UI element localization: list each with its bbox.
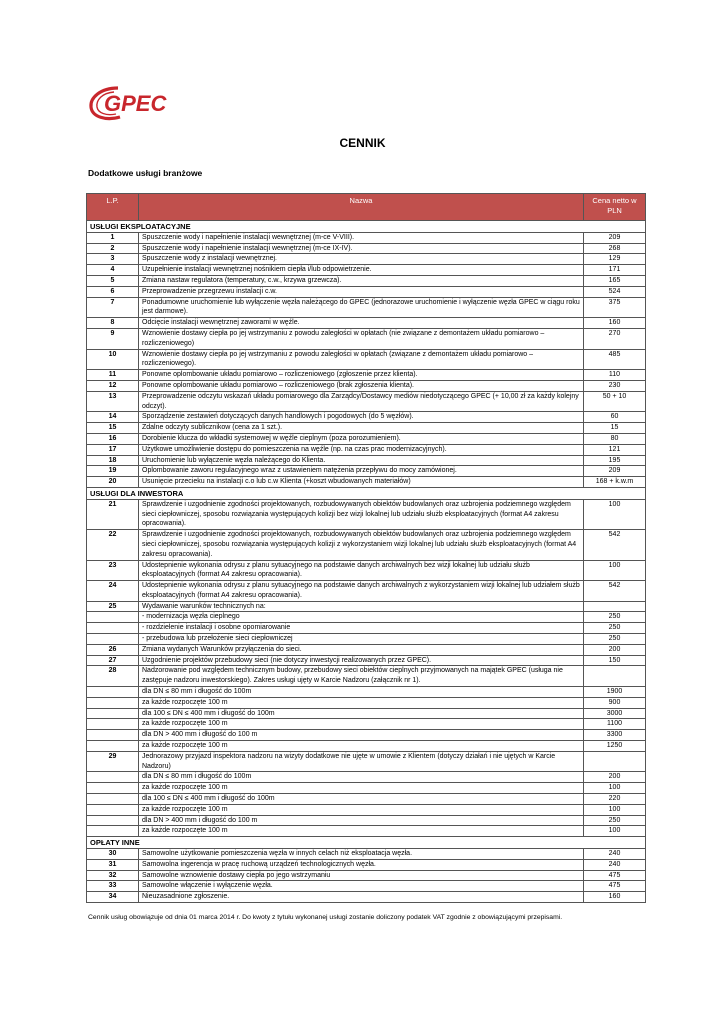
- price-table: [86, 193, 646, 903]
- row-lp: 25: [87, 601, 139, 612]
- row-price: 250: [584, 634, 646, 645]
- table-row: [87, 859, 646, 870]
- row-price: 3300: [584, 730, 646, 741]
- row-name: Samowolna ingerencja w pracę ruchową urządzeń technologicznych węzła.: [139, 859, 584, 870]
- row-name: Udostepnienie wykonania odrysu z planu sytuacyjnego na podstawie danych archiwalnych z wykorzystaniem wizji lokalnej lub udziałem służb eksploatacyjnych (format A4 zakresu opracowania).: [139, 581, 584, 602]
- section-row: [87, 487, 646, 499]
- row-price: 485: [584, 349, 646, 370]
- table-row: [87, 328, 646, 349]
- row-name: Ponadumowne uruchomienie lub wyłączenie węzła należącego do GPEC (jednorazowe uruchomienie i wyłączenie węzła GPEC w ciągu roku jest darmowe).: [139, 297, 584, 318]
- row-name: Ponowne oplombowanie układu pomiarowo – rozliczeniowego (zgłoszenie przez klienta).: [139, 370, 584, 381]
- row-name: Wznowienie dostawy ciepła po jej wstrzymaniu z powodu zaległości w opłatach (nie związane z demontażem układu pomiarowo – rozliczeniowego): [139, 328, 584, 349]
- row-price: 15: [584, 423, 646, 434]
- row-price: 3000: [584, 708, 646, 719]
- row-lp: 34: [87, 892, 139, 903]
- table-row: [87, 318, 646, 329]
- row-price: [584, 666, 646, 687]
- row-lp: 32: [87, 870, 139, 881]
- row-lp: 20: [87, 477, 139, 488]
- section-title: OPŁATY INNE: [87, 837, 646, 849]
- row-lp: [87, 783, 139, 794]
- table-row: [87, 751, 646, 772]
- row-name: Ponowne oplombowanie układu pomiarowo – rozliczeniowego (brak zgłoszenia klienta).: [139, 380, 584, 391]
- row-name: Uruchomienie lub wyłączenie węzła należącego do Klienta.: [139, 455, 584, 466]
- row-name: za każde rozpoczęte 100 m: [139, 826, 584, 837]
- table-row: [87, 783, 646, 794]
- row-price: [584, 601, 646, 612]
- row-lp: 4: [87, 265, 139, 276]
- table-row: [87, 644, 646, 655]
- row-price: 160: [584, 892, 646, 903]
- table-body: [87, 221, 646, 903]
- row-name: - modernizacja węzła cieplnego: [139, 612, 584, 623]
- row-lp: [87, 730, 139, 741]
- row-price: 268: [584, 243, 646, 254]
- row-price: 250: [584, 612, 646, 623]
- row-name: Nadzorowanie pod względem technicznym budowy, przebudowy sieci obiektów cieplnych przyjmowanych na majątek GPEC (usługa nie zastępuje nadzoru inwestorskiego). Zakres usługi ujęty w Karcie Nadzoru (załącznik nr 1).: [139, 666, 584, 687]
- table-row: [87, 623, 646, 634]
- row-price: 110: [584, 370, 646, 381]
- row-price: 270: [584, 328, 646, 349]
- row-lp: 26: [87, 644, 139, 655]
- gpec-logo: [88, 84, 174, 124]
- table-row: [87, 849, 646, 860]
- table-row: [87, 243, 646, 254]
- row-lp: 7: [87, 297, 139, 318]
- row-lp: [87, 634, 139, 645]
- page-subtitle: Dodatkowe usługi branżowe: [88, 168, 203, 178]
- row-lp: 8: [87, 318, 139, 329]
- row-name: dla DN ≤ 80 mm i długość do 100m: [139, 687, 584, 698]
- table-row: [87, 380, 646, 391]
- row-name: Spuszczenie wody z instalacji wewnętrznej.: [139, 254, 584, 265]
- row-lp: 6: [87, 286, 139, 297]
- table-row: [87, 708, 646, 719]
- table-row: [87, 423, 646, 434]
- row-name: Dorobienie klucza do wkładki systemowej w węźle cieplnym (poza porozumieniem).: [139, 433, 584, 444]
- footnote: Cennik usług obowiązuje od dnia 01 marca 2014 r. Do kwoty z tytułu wykonanej usługi zostanie doliczony podatek VAT zgodnie z obowiązującymi przepisami.: [88, 914, 563, 921]
- row-name: - przebudowa lub przełożenie sieci ciepłowniczej: [139, 634, 584, 645]
- row-name: za każde rozpoczęte 100 m: [139, 719, 584, 730]
- row-name: Nieuzasadnione zgłoszenie.: [139, 892, 584, 903]
- row-lp: 10: [87, 349, 139, 370]
- row-name: Przeprowadzenie przegrzewu instalacji c.w.: [139, 286, 584, 297]
- row-lp: 30: [87, 849, 139, 860]
- row-lp: 16: [87, 433, 139, 444]
- table-row: [87, 892, 646, 903]
- page-title: CENNIK: [339, 136, 386, 150]
- row-price: 475: [584, 881, 646, 892]
- table-row: [87, 349, 646, 370]
- row-price: 250: [584, 623, 646, 634]
- table-row: [87, 297, 646, 318]
- row-name: Użytkowe umożliwienie dostępu do pomieszczenia na węźle (np. na czas prac modernizacyjnych).: [139, 444, 584, 455]
- row-lp: 17: [87, 444, 139, 455]
- row-lp: 22: [87, 530, 139, 560]
- table-row: [87, 881, 646, 892]
- row-name: dla DN ≤ 80 mm i długość do 100m: [139, 772, 584, 783]
- table-row: [87, 730, 646, 741]
- row-price: 100: [584, 804, 646, 815]
- row-lp: [87, 815, 139, 826]
- row-name: dla 100 ≤ DN ≤ 400 mm i długość do 100m: [139, 794, 584, 805]
- table-row: [87, 794, 646, 805]
- row-lp: 2: [87, 243, 139, 254]
- row-lp: 15: [87, 423, 139, 434]
- row-lp: [87, 804, 139, 815]
- row-price: 240: [584, 859, 646, 870]
- row-price: 50 + 10: [584, 391, 646, 412]
- table-row: [87, 687, 646, 698]
- row-lp: 24: [87, 581, 139, 602]
- row-name: Odcięcie instalacji wewnętrznej zaworami w węźle.: [139, 318, 584, 329]
- row-name: Uzgodnienie projektów przebudowy sieci (nie dotyczy inwestycji realizowanych przez GPEC).: [139, 655, 584, 666]
- row-name: Oplombowanie zaworu regulacyjnego wraz z ustawieniem natężenia przepływu do mocy zamówionej.: [139, 466, 584, 477]
- row-lp: 1: [87, 232, 139, 243]
- table-row: [87, 612, 646, 623]
- row-price: 100: [584, 499, 646, 529]
- row-lp: [87, 826, 139, 837]
- row-price: 542: [584, 530, 646, 560]
- row-price: 171: [584, 265, 646, 276]
- row-name: za każde rozpoczęte 100 m: [139, 783, 584, 794]
- row-price: 160: [584, 318, 646, 329]
- table-row: [87, 741, 646, 752]
- row-name: Sprawdzenie i uzgodnienie zgodności projektowanych, rozbudowywanych obiektów budowlanych oraz uzbrojenia podziemnego względem sieci ciepłowniczej, sposobu rozwiązania występujących kolizji bez wizji lokalnej lub udziału służb eksploatacyjnych (format A4 zakresu opracowania).: [139, 499, 584, 529]
- row-price: 900: [584, 697, 646, 708]
- row-lp: 21: [87, 499, 139, 529]
- header-price: Cena netto w PLN: [584, 194, 646, 221]
- row-lp: 3: [87, 254, 139, 265]
- row-name: za każde rozpoczęte 100 m: [139, 697, 584, 708]
- row-name: Udostepnienie wykonania odrysu z planu sytuacyjnego na podstawie danych archiwalnych bez wizji lokalnej lub udziału służb eksploatacyjnych (format A4 zakresu opracowania).: [139, 560, 584, 581]
- table-row: [87, 601, 646, 612]
- row-price: 542: [584, 581, 646, 602]
- row-name: Zdalne odczyty sublicznikow (cena za 1 szt.).: [139, 423, 584, 434]
- row-price: 524: [584, 286, 646, 297]
- row-name: Przeprowadzenie odczytu wskazań układu pomiarowego dla Zarządcy/Dostawcy mediów niedotyczącego GPEC (+ 10,00 zł za każdy kolejny odczyt).: [139, 391, 584, 412]
- table-row: [87, 275, 646, 286]
- table-row: [87, 560, 646, 581]
- row-price: 150: [584, 655, 646, 666]
- row-name: za każde rozpoczęte 100 m: [139, 741, 584, 752]
- section-title: USŁUGI EKSPLOATACYJNE: [87, 221, 646, 233]
- row-lp: 13: [87, 391, 139, 412]
- header-lp: L.P.: [87, 194, 139, 221]
- row-lp: 28: [87, 666, 139, 687]
- row-price: [584, 751, 646, 772]
- row-price: 1250: [584, 741, 646, 752]
- row-name: dla 100 ≤ DN ≤ 400 mm i długość do 100m: [139, 708, 584, 719]
- row-name: Jednorazowy przyjazd inspektora nadzoru na wizyty dodatkowe nie ujęte w umowie z Klientem (dotyczy działań i nie ujętych w Karcie Nadzoru): [139, 751, 584, 772]
- row-lp: 29: [87, 751, 139, 772]
- row-lp: [87, 719, 139, 730]
- row-price: 1100: [584, 719, 646, 730]
- row-price: 195: [584, 455, 646, 466]
- table-row: [87, 444, 646, 455]
- row-name: Spuszczenie wody i napełnienie instalacji wewnętrznej (m-ce IX-IV).: [139, 243, 584, 254]
- row-price: 100: [584, 560, 646, 581]
- row-name: Zmiana wydanych Warunków przyłączenia do sieci.: [139, 644, 584, 655]
- table-row: [87, 370, 646, 381]
- row-name: - rozdzielenie instalacji i osobne opomiarowanie: [139, 623, 584, 634]
- row-price: 475: [584, 870, 646, 881]
- row-name: Wznowienie dostawy ciepła po jej wstrzymaniu z powodu zaległości w opłatach (związane z demontażem układu pomiarowo – rozliczeniowego).: [139, 349, 584, 370]
- row-name: Samowolne użytkowanie pomieszczenia węzła w innych celach niż eksploatacja węzła.: [139, 849, 584, 860]
- row-lp: 31: [87, 859, 139, 870]
- row-lp: 12: [87, 380, 139, 391]
- table-row: [87, 826, 646, 837]
- row-price: 100: [584, 783, 646, 794]
- row-price: 250: [584, 815, 646, 826]
- row-name: Spuszczenie wody i napełnienie instalacji wewnętrznej (m-ce V-VIII).: [139, 232, 584, 243]
- row-price: 121: [584, 444, 646, 455]
- row-name: Sporządzenie zestawień dotyczących danych handlowych i pogodowych (do 5 węzłów).: [139, 412, 584, 423]
- table-row: [87, 870, 646, 881]
- section-row: [87, 837, 646, 849]
- table-row: [87, 772, 646, 783]
- row-name: dla DN > 400 mm i długość do 100 m: [139, 815, 584, 826]
- table-row: [87, 412, 646, 423]
- row-price: 200: [584, 644, 646, 655]
- row-price: 129: [584, 254, 646, 265]
- row-name: Usunięcie przecieku na instalacji c.o lub c.w Klienta (+koszt wbudowanych materiałów): [139, 477, 584, 488]
- row-lp: 11: [87, 370, 139, 381]
- section-row: [87, 221, 646, 233]
- table-row: [87, 499, 646, 529]
- row-price: 165: [584, 275, 646, 286]
- table-row: [87, 232, 646, 243]
- row-lp: 14: [87, 412, 139, 423]
- table-row: [87, 719, 646, 730]
- row-price: 168 + k.w.m: [584, 477, 646, 488]
- row-price: 1900: [584, 687, 646, 698]
- table-row: [87, 634, 646, 645]
- table-row: [87, 697, 646, 708]
- row-price: 80: [584, 433, 646, 444]
- row-price: 375: [584, 297, 646, 318]
- row-price: 200: [584, 772, 646, 783]
- row-lp: [87, 708, 139, 719]
- table-row: [87, 655, 646, 666]
- row-lp: [87, 741, 139, 752]
- logo-text: GPEC: [104, 91, 167, 116]
- row-name: za każde rozpoczęte 100 m: [139, 804, 584, 815]
- row-lp: 19: [87, 466, 139, 477]
- row-lp: 9: [87, 328, 139, 349]
- table-row: [87, 815, 646, 826]
- row-lp: 33: [87, 881, 139, 892]
- table-row: [87, 477, 646, 488]
- row-price: 209: [584, 466, 646, 477]
- table-row: [87, 581, 646, 602]
- table-row: [87, 254, 646, 265]
- row-lp: [87, 794, 139, 805]
- row-lp: [87, 612, 139, 623]
- row-lp: 5: [87, 275, 139, 286]
- section-title: USŁUGI DLA INWESTORA: [87, 487, 646, 499]
- row-name: Samowolne włączenie i wyłączenie węzła.: [139, 881, 584, 892]
- row-lp: [87, 697, 139, 708]
- table-row: [87, 391, 646, 412]
- row-lp: 18: [87, 455, 139, 466]
- table-row: [87, 530, 646, 560]
- table-row: [87, 433, 646, 444]
- header-name: Nazwa: [139, 194, 584, 221]
- row-name: dla DN > 400 mm i długość do 100 m: [139, 730, 584, 741]
- table-header-row: [87, 194, 646, 221]
- row-lp: [87, 687, 139, 698]
- table-row: [87, 466, 646, 477]
- row-name: Zmiana nastaw regulatora (temperatury, c.w., krzywa grzewcza).: [139, 275, 584, 286]
- row-lp: 27: [87, 655, 139, 666]
- row-name: Uzupełnienie instalacji wewnętrznej nośnikiem ciepła i/lub odpowietrzenie.: [139, 265, 584, 276]
- row-name: Sprawdzenie i uzgodnienie zgodności projektowanych, rozbudowywanych obiektów budowlanych oraz uzbrojenia podziemnego względem sieci ciepłowniczej, sposobu rozwiązania występujących kolizji z wykorzystaniem wizji lokalnej lub udziału służb eksploatacyjnych (format A4 zakresu opracowania).: [139, 530, 584, 560]
- row-name: Wydawanie warunków technicznych na:: [139, 601, 584, 612]
- table-row: [87, 286, 646, 297]
- row-price: 230: [584, 380, 646, 391]
- row-price: 240: [584, 849, 646, 860]
- row-price: 209: [584, 232, 646, 243]
- row-price: 60: [584, 412, 646, 423]
- table-row: [87, 804, 646, 815]
- row-lp: [87, 623, 139, 634]
- row-name: Samowolne wznowienie dostawy ciepła po jego wstrzymaniu: [139, 870, 584, 881]
- row-price: 220: [584, 794, 646, 805]
- table-row: [87, 265, 646, 276]
- row-price: 100: [584, 826, 646, 837]
- table-row: [87, 666, 646, 687]
- row-lp: [87, 772, 139, 783]
- table-row: [87, 455, 646, 466]
- row-lp: 23: [87, 560, 139, 581]
